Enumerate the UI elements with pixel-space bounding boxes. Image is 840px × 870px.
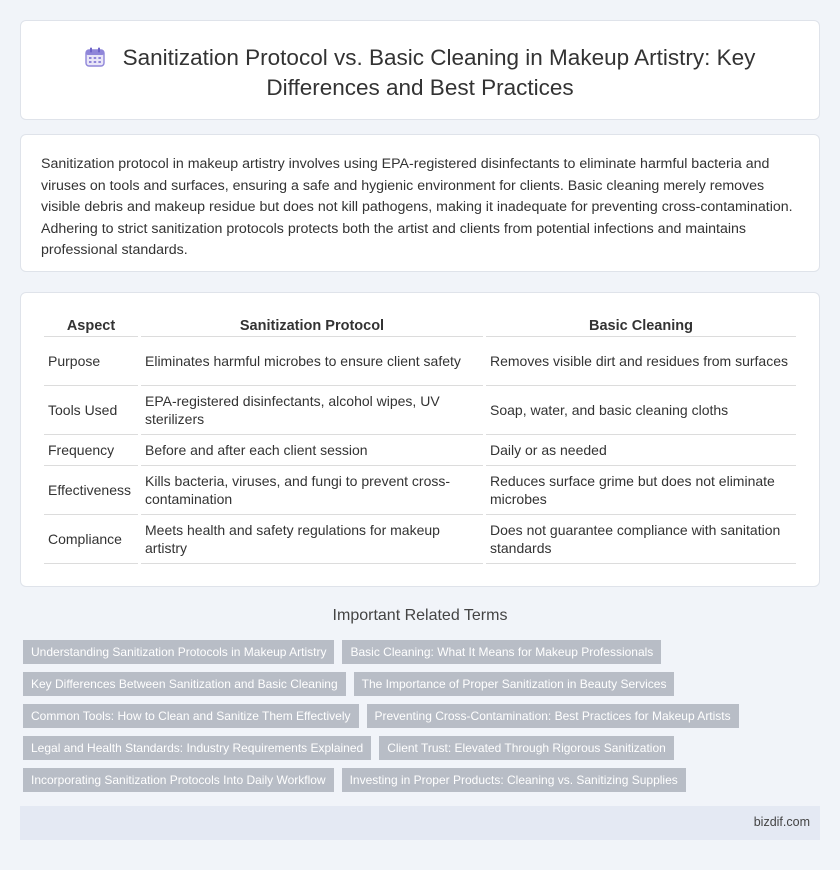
header-aspect: Aspect xyxy=(44,315,138,337)
related-term-tag[interactable]: Basic Cleaning: What It Means for Makeup Professionals xyxy=(342,640,661,664)
cell-aspect: Frequency xyxy=(44,435,138,466)
related-term-tag[interactable]: Client Trust: Elevated Through Rigorous Sanitization xyxy=(379,736,674,760)
cell-sanitization: Meets health and safety regulations for makeup artistry xyxy=(141,515,483,564)
cell-aspect: Purpose xyxy=(44,337,138,386)
summary-text: Sanitization protocol in makeup artistry involves using EPA-registered disinfectants to eliminate harmful bacteria and viruses on tools and surfaces, ensuring a safe and hygienic environment for clients. Basic cleaning merely removes visible debris and makeup residue but does not kill pathogens, making it inadequate for preventing cross-contamination. Adhering to strict sanitization protocols protects both the artist and clients from potential infections and maintains professional standards. xyxy=(41,156,793,258)
comparison-table-card xyxy=(20,292,820,587)
title-line-1: Sanitization Protocol vs. Basic Cleaning in Makeup Artistry: Key xyxy=(122,45,756,70)
cell-basic: Does not guarantee compliance with sanitation standards xyxy=(486,515,796,564)
related-term-tag[interactable]: Preventing Cross-Contamination: Best Practices for Makeup Artists xyxy=(367,704,739,728)
footer-site-link[interactable]: bizdif.com xyxy=(753,815,810,829)
related-term-tag[interactable]: Investing in Proper Products: Cleaning vs. Sanitizing Supplies xyxy=(342,768,686,792)
cell-sanitization: Before and after each client session xyxy=(141,435,483,466)
cell-basic: Daily or as needed xyxy=(486,435,796,466)
related-terms-list xyxy=(23,640,823,800)
cell-sanitization: EPA-registered disinfectants, alcohol wipes, UV sterilizers xyxy=(141,386,483,435)
comparison-table xyxy=(41,315,799,564)
related-term-tag[interactable]: Legal and Health Standards: Industry Requirements Explained xyxy=(23,736,371,760)
table-row xyxy=(44,435,796,466)
cell-basic: Soap, water, and basic cleaning cloths xyxy=(486,386,796,435)
cell-aspect: Effectiveness xyxy=(44,466,138,515)
cell-sanitization: Eliminates harmful microbes to ensure client safety xyxy=(141,337,483,386)
footer xyxy=(20,806,820,840)
title-card xyxy=(20,20,820,120)
table-row xyxy=(44,386,796,435)
cell-aspect: Tools Used xyxy=(44,386,138,435)
related-term-tag[interactable]: Common Tools: How to Clean and Sanitize Them Effectively xyxy=(23,704,359,728)
calendar-icon xyxy=(85,45,105,65)
summary-card xyxy=(20,134,820,272)
related-term-tag[interactable]: Key Differences Between Sanitization and Basic Cleaning xyxy=(23,672,346,696)
related-term-tag[interactable]: Incorporating Sanitization Protocols Into Daily Workflow xyxy=(23,768,334,792)
header-basic-cleaning: Basic Cleaning xyxy=(486,315,796,337)
header-sanitization: Sanitization Protocol xyxy=(141,315,483,337)
table-row xyxy=(44,466,796,515)
cell-basic: Removes visible dirt and residues from surfaces xyxy=(486,337,796,386)
cell-sanitization: Kills bacteria, viruses, and fungi to prevent cross-contamination xyxy=(141,466,483,515)
table-row xyxy=(44,515,796,564)
page-title xyxy=(61,43,779,103)
cell-basic: Reduces surface grime but does not eliminate microbes xyxy=(486,466,796,515)
related-term-tag[interactable]: The Importance of Proper Sanitization in Beauty Services xyxy=(354,672,675,696)
related-term-tag[interactable]: Understanding Sanitization Protocols in Makeup Artistry xyxy=(23,640,334,664)
table-row xyxy=(44,337,796,386)
title-line-2: Differences and Best Practices xyxy=(266,75,574,100)
cell-aspect: Compliance xyxy=(44,515,138,564)
related-terms-heading: Important Related Terms xyxy=(332,607,508,624)
